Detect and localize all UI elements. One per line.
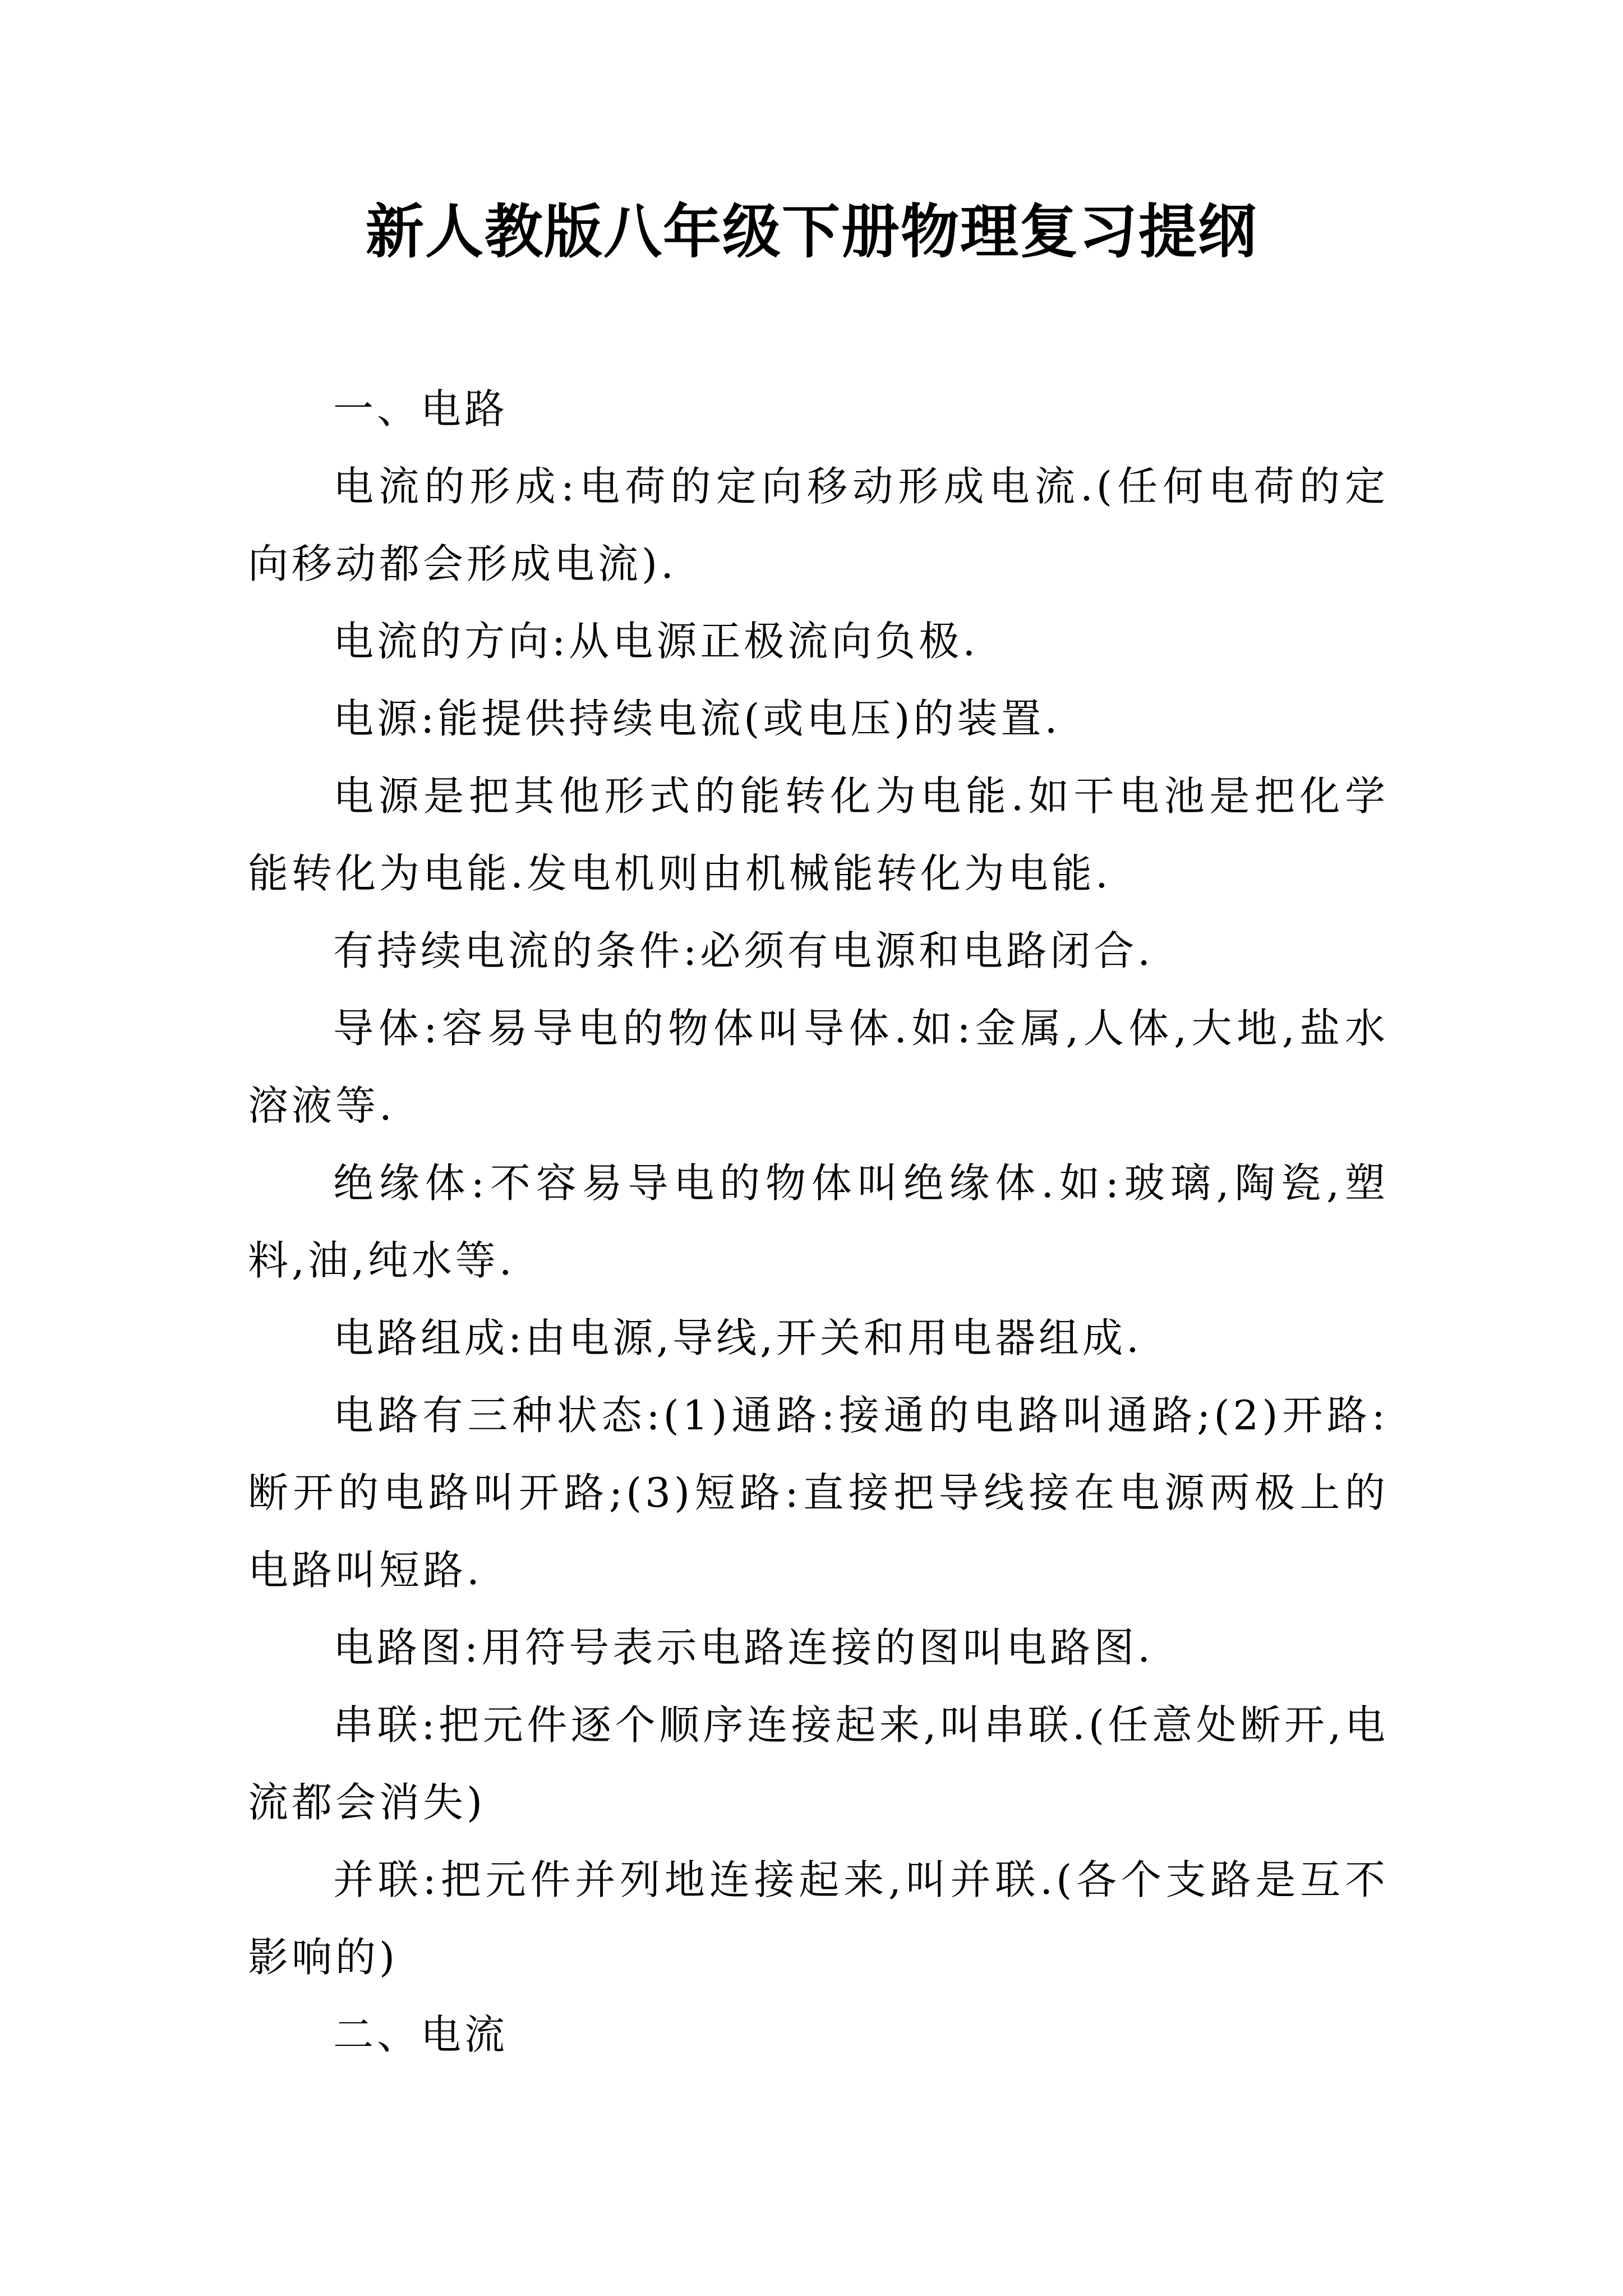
paragraph-continuous-current-condition: 有持续电流的条件:必须有电源和电路闭合. bbox=[333, 927, 1154, 974]
paragraph-power-source: 电源:能提供持续电流(或电压)的装置. bbox=[333, 695, 1061, 742]
document-body bbox=[248, 370, 1389, 2073]
paragraph-parallel: 并联:把元件并列地连接起来,叫并联.(各个支路是互不影响的) bbox=[248, 1856, 1389, 1981]
paragraph-series: 串联:把元件逐个顺序连接起来,叫串联.(任意处断开,电流都会消失) bbox=[248, 1701, 1389, 1826]
paragraph-circuit-diagram: 电路图:用符号表示电路连接的图叫电路图. bbox=[333, 1624, 1154, 1671]
document-title: 新人教版八年级下册物理复习提纲 bbox=[365, 197, 1257, 266]
paragraph-current-direction: 电流的方向:从电源正极流向负极. bbox=[333, 618, 979, 665]
paragraph-insulator: 绝缘体:不容易导电的物体叫绝缘体.如:玻璃,陶瓷,塑料,油,纯水等. bbox=[248, 1159, 1389, 1284]
paragraph-circuit-states: 电路有三种状态:(1)通路:接通的电路叫通路;(2)开路:断开的电路叫开路;(3)短路:直接把导线接在电源两极上的电路叫短路. bbox=[248, 1392, 1389, 1594]
section-heading-current: 二、电流 bbox=[333, 2011, 509, 2058]
paragraph-energy-conversion: 电源是把其他形式的能转化为电能.如干电池是把化学能转化为电能.发电机则由机械能转化为电能. bbox=[248, 772, 1389, 897]
section-heading-circuit: 一、电路 bbox=[333, 385, 509, 432]
paragraph-circuit-composition: 电路组成:由电源,导线,开关和用电器组成. bbox=[333, 1314, 1142, 1361]
paragraph-conductor: 导体:容易导电的物体叫导体.如:金属,人体,大地,盐水溶液等. bbox=[248, 1005, 1389, 1129]
paragraph-current-formation: 电流的形成:电荷的定向移动形成电流.(任何电荷的定向移动都会形成电流). bbox=[248, 463, 1389, 587]
